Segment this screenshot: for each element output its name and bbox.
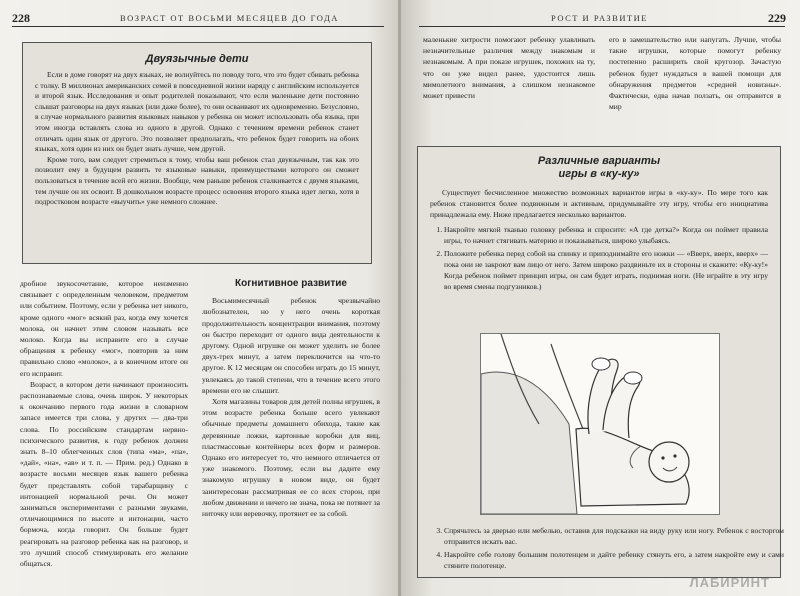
body-paragraph: дробное звукосочетание, которое неизменно связывает с определенным человеком, предметом или событием. Поэтому, если у ребенка нет никого, кроме одного «мог» всякий раз, когда ему хочется молока, он начнет этим словом называть все молоко. Когда вы исправите его в случае обращения к ребенку «мог», повторив за ним правильно слово «молоко», а в конечном итоге он его исправит. xyxy=(20,279,188,378)
page-number: 229 xyxy=(768,11,786,25)
step-item: 1. Накройте мягкой тканью головку ребенка и спросите: «А где детка?» Когда он поймет правила игры, то начнет стягивать материю и показываться, широко улыбаясь. xyxy=(444,224,768,246)
running-head: РОСТ И РАЗВИТИЕ xyxy=(551,13,648,23)
body-paragraph: Возраст, в котором дети начинают произносить распознаваемые слова, очень широк. У некоторых к окончанию первого года жизни в словарном запасе имеется три слова, у других — два-три слова. По российским стандартам нервно-психического развития, к году ребенок должен знать 8–10 облегченных слов (типа «ма», «па», «дай», «на», «ав» и т. п. — Прим. ред.) Однако в возрасте восьми месяцев язык вашего ребенка будет представлять собой тарабарщину с интонацией нормальной речи. Он может заниматься экспериментами с разными звуками, отличающимися по высоте и интонации, часто бормоча, когда говорит. Он больше будет реагировать на разговор ребенка как на разговор, и это лучший способ стимулировать его желание общаться. xyxy=(20,379,188,569)
box-title-line-1: Различные варианты xyxy=(537,155,661,167)
step-item: 3. Спрячьтесь за дверью или мебелью, оставив для подсказки на виду руку или ногу. Ребенок с восторгом отправится искать вас. xyxy=(444,525,784,547)
header-rule xyxy=(419,26,785,27)
left-column-2 xyxy=(202,278,380,590)
publisher-watermark: ЛАБИРИНТ xyxy=(689,575,770,590)
header-rule xyxy=(12,26,384,27)
steps-list-top xyxy=(430,224,768,292)
body-paragraph: Хотя магазины товаров для детей полны игрушек, в этом возрасте ребенка больше всего увлекают обычные предметы домашнего обихода, такие как деревянные ложки, картонные коробки для яиц, пластмассовые контейнеры всех форм и размеров. Однако его интересует то, что немного отличается от уже знакомого. Поэтому, если вы дадите ему знакомую игрушку в новом виде, он будет заинтересован рассматривая ее со всех сторон, при любом движении и ничего не знача, пока не потянет за ниточку или веревочку, протянет ее за собой. xyxy=(202,397,380,519)
right-top-column-2 xyxy=(609,34,781,138)
step-item: 4. Накройте себе голову большим полотенцем и дайте ребенку стянуть его, а затем накройте ему и сами стяните полотенце. xyxy=(444,549,784,571)
right-top-column-1 xyxy=(423,34,595,138)
baby-drawing xyxy=(481,334,719,514)
page-number: 228 xyxy=(12,11,30,25)
sidebar-box-peekaboo xyxy=(417,146,784,578)
box-paragraph: Кроме того, вам следует стремиться к тому, чтобы ваш ребенок стал двуязычным, так как это позволит ему в будущем развить те языковые навыки, преимуществами которого он сможет пользоваться в течение всей его жизни. Вообще, чем раньше ребенок сталкивается с двумя языками, тем лучше он их освоит. В дошкольном возрасте процесс освоения второго языка идет легко, хотя в подростковом возрасте «выучить» уже немного сложнее. xyxy=(35,154,359,207)
left-page xyxy=(0,0,399,596)
baby-illustration xyxy=(480,333,720,515)
running-head: ВОЗРАСТ ОТ ВОСЬМИ МЕСЯЦЕВ ДО ГОДА xyxy=(120,13,339,23)
sidebar-box-bilingual xyxy=(22,42,372,264)
box-title-line-2: игры в «ку-ку» xyxy=(558,168,640,180)
steps-list-bottom xyxy=(430,525,784,573)
section-title: Когнитивное развитие xyxy=(235,278,347,289)
box-paragraph: Если в доме говорят на двух языках, не волнуйтесь по поводу того, что это будет сбивать ребенка с толку. В миллионах американских семей в повседневной жизни наряду с английским используется и второй язык. Исследования и опыт родителей показывают, что если маленькие дети постоянно слышат разговоры на двух языках (или даже более), то они осваивают их одновременно. Безусловно, в случае нормального развития языковых навыков у ребенка он может использовать оба языка, при этом иногда вставлять слова из одного в другой. Однако с течением времени ребенок станет отличать один язык от другого. Это позволяет предполагать, что ребенок будет говорить на обоих языках, хотя один из них он будет знать лучше, чем другой. xyxy=(35,70,359,154)
left-column-1 xyxy=(20,278,188,590)
body-paragraph: Восьмимесячный ребенок чрезвычайно любознателен, но у него очень короткая продолжительность концентрации внимания, поэтому он быстро переходит от одного вида деятельности к другому. Одной игрушке он может уделить не более двух-трех минут, а затем переключится на что-то другое. К 12 месяцам он способен играть до 15 минут, увлекаясь до такой степени, что в течение всего этого времени его не слышит. xyxy=(202,296,380,395)
step-item: 2. Положите ребенка перед собой на спинку и приподнимайте его ножки — «Вверх, вверх, вверх» — пока они не закроют вам лицо от него. Затем широко раздвиньте их в стороны и скажите: «Ку-ку!» Когда ребенок поймет принцип игры, он сам будет играть, поднимая ноги. (Не играйте в эту игру во время смены подгузников.) xyxy=(444,248,768,292)
body-paragraph: маленькие хитрости помогают ребенку улавливать незначительные различия между знакомым и незнакомым. А при показе игрушек, похожих на ту, что он уже видел ранее, удостоится лишь мимолетного внимания, а слишком незнакомое может привести xyxy=(423,35,595,101)
body-paragraph: его в замешательство или напугать. Лучше, чтобы такие игрушки, которые помогут ребенку постепенно расширить свой кругозор. Зачастую ребенок будет нуждаться в вашей помощи для обнаружения предметов «средней новизны». Фактически, едва начав ползать, он отправится в мир xyxy=(609,35,781,112)
box-intro: Существует бесчисленное множество возможных вариантов игры в «ку-ку». По мере того как ребенок становится более подвижным и активным, придумывайте эту игру, чтобы его инициатива принадлежала ему. Ниже предлагается несколько вариантов. xyxy=(430,188,768,219)
box-title: Двуязычные дети xyxy=(145,53,249,65)
right-page xyxy=(401,0,800,596)
